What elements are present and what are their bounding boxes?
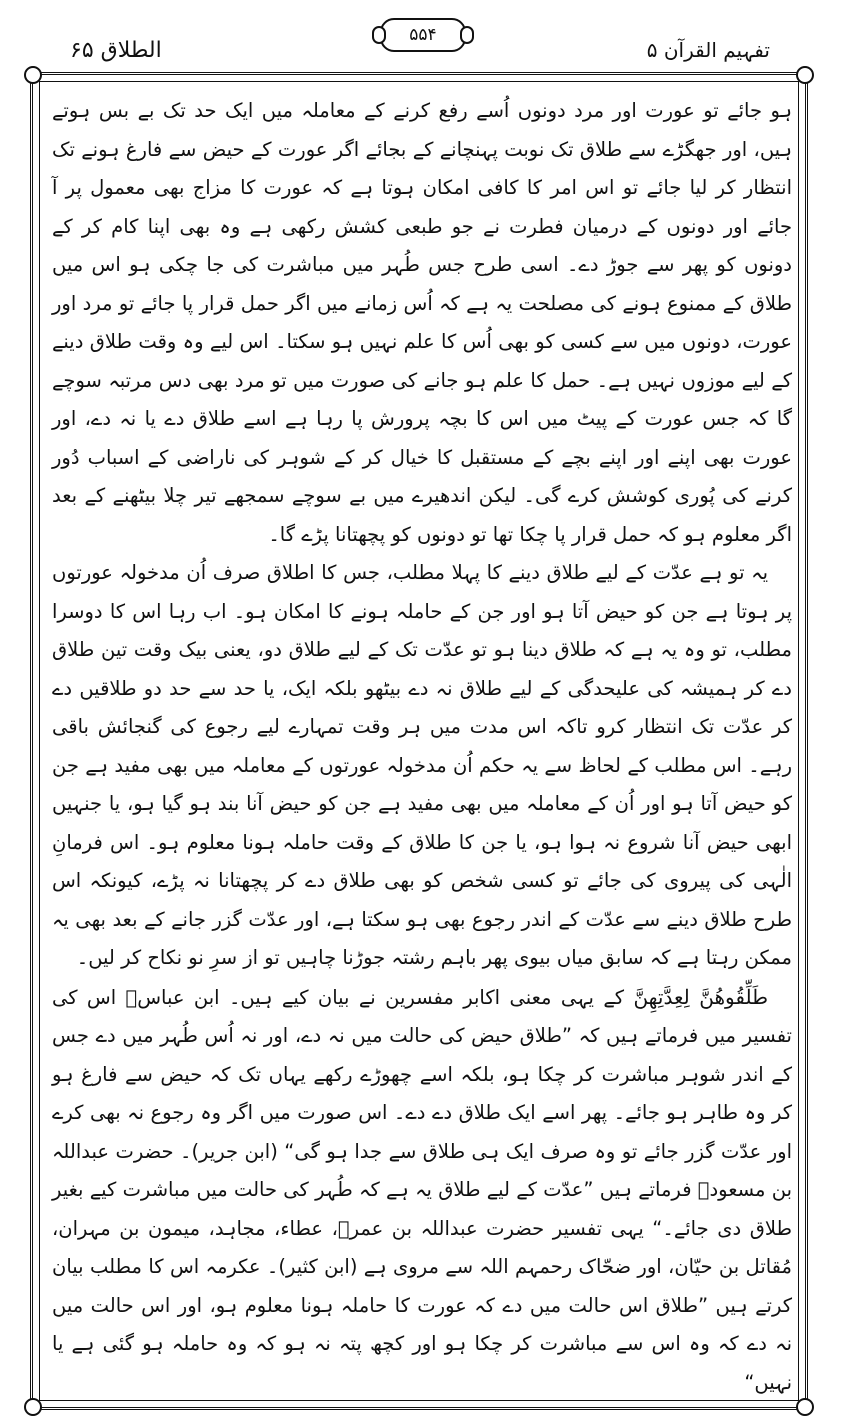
paragraph [52,978,792,1403]
surah-name: الطلاق ۶۵ [70,38,162,63]
paragraph-text: کے یہی معنی اکابر مفسرین نے بیان کیے ہیں۔ ابن عباسؓ اس کی تفسیر میں فرماتے ہیں کہ ”طلاق حیض کی حالت میں نہ دے، اور نہ اُس طُہر میں دے جس کے اندر شوہر مباشرت کر چکا ہو، بلکہ اسے چھوڑے رکھے یہاں تک کہ حیض سے فارغ ہو کر وہ طاہر ہو جائے۔ پھر اسے ایک طلاق دے دے۔ اس صورت میں اگر وہ رجوع نہ بھی کرے اور عدّت گزر جائے تو وہ صرف ایک ہی طلاق سے جدا ہو گی“ (ابن جریر)۔ حضرت عبداللہ بن مسعودؓ فرماتے ہیں ”عدّت کے لیے طلاق یہ ہے کہ طُہر کی حالت میں مباشرت کیے بغیر طلاق دی جائے۔“ یہی تفسیر حضرت عبداللہ بن عمرؓ، عطاء، مجاہد، میمون بن مہران، مُقاتل بن حیّان، اور ضحّاک رحمہم اللہ سے مروی ہے (ابن کثیر)۔ عکرمہ اس کا مطلب بیان کرتے ہیں ”طلاق اس حالت میں دے کہ عورت کا حاملہ ہونا معلوم ہو، اور اس حالت میں نہ دے کہ وہ اس سے مباشرت کر چکا ہو اور کچھ پتہ نہ ہو کہ وہ حاملہ ہو گئی ہے یا نہیں“ [52,985,792,1394]
page-body [52,92,792,1402]
quranic-phrase: طَلِّقُوهُنَّ لِعِدَّتِهِنَّ [633,984,768,1009]
corner-ornament [24,66,42,84]
book-title: تفہیم القرآن ۵ [646,38,770,62]
corner-ornament [24,1398,42,1416]
page-number-badge: ۵۵۴ [380,18,466,52]
paragraph: ہو جائے تو عورت اور مرد دونوں اُسے رفع کرنے کے معاملہ میں ایک حد تک بے بس ہوتے ہیں، اور جھگڑے سے طلاق تک نوبت پہنچانے کے بجائے اگر عورت کے حیض سے فارغ ہونے تک انتظار کر لیا جائے تو اس امر کا کافی امکان ہوتا ہے کہ عورت کا مزاج بھی معمول پر آ جائے اور دونوں کے درمیان فطرت نے جو طبعی کشش رکھی ہے وہ بھی اپنا کام کر کے دونوں کو پھر سے جوڑ دے۔ اسی طرح جس طُہر میں مباشرت کی جا چکی ہو اس میں طلاق کے ممنوع ہونے کی مصلحت یہ ہے کہ اُس زمانے میں اگر حمل قرار پا جائے تو مرد اور عورت، دونوں میں سے کسی کو بھی اُس کا علم نہیں ہو سکتا۔ اس لیے وہ وقت طلاق دینے کے لیے موزوں نہیں ہے۔ حمل کا علم ہو جانے کی صورت میں تو مرد بھی دس مرتبہ سوچے گا کہ جس عورت کے پیٹ میں اس کا بچہ پرورش پا رہا ہے اسے طلاق دے یا نہ دے، اور عورت بھی اپنے اور اپنے بچے کے مستقبل کا خیال کر کے شوہر کی ناراضی کے اسباب دُور کرنے کی پُوری کوشش کرے گی۔ لیکن اندھیرے میں بے سوچے سمجھے تیر چلا بیٹھنے کے بعد اگر معلوم ہو کہ حمل قرار پا چکا تھا تو دونوں کو پچھتانا پڑے گا۔ [52,99,792,546]
page-header [40,14,800,63]
corner-ornament [796,66,814,84]
paragraph: یہ تو ہے عدّت کے لیے طلاق دینے کا پہلا مطلب، جس کا اطلاق صرف اُن مدخولہ عورتوں پر ہوتا ہے جن کو حیض آتا ہو اور جن کے حاملہ ہونے کا امکان ہو۔ اب رہا اس کا دوسرا مطلب، تو وہ یہ ہے کہ طلاق دینا ہو تو عدّت تک کے لیے طلاق دو، یعنی بیک وقت تین طلاق دے کر ہمیشہ کی علیحدگی کے لیے طلاق نہ دے بیٹھو بلکہ ایک، یا حد سے حد دو طلاقیں دے کر عدّت تک انتظار کرو تاکہ اس مدت میں ہر وقت تمہارے لیے رجوع کی گنجائش باقی رہے۔ اس مطلب کے لحاظ سے یہ حکم اُن مدخولہ عورتوں کے معاملہ میں بھی مفید ہے جن کو حیض آتا ہو اور اُن کے معاملہ میں بھی مفید ہے جن کو حیض آنا بند ہو گیا ہو، یا جنہیں ابھی حیض آنا شروع نہ ہوا ہو، یا جن کا طلاق کے وقت حاملہ ہونا معلوم ہو۔ اس فرمانِ الٰہی کی پیروی کی جائے تو کسی شخص کو بھی طلاق دے کر پچھتانا نہ پڑے، کیونکہ اس طرح طلاق دینے سے عدّت کے اندر رجوع بھی ہو سکتا ہے، اور عدّت گزر جانے کے بعد بھی یہ ممکن رہتا ہے کہ سابق میاں بیوی پھر باہم رشتہ جوڑنا چاہیں تو از سرِ نو نکاح کر لیں۔ [52,561,792,969]
corner-ornament [796,1398,814,1416]
